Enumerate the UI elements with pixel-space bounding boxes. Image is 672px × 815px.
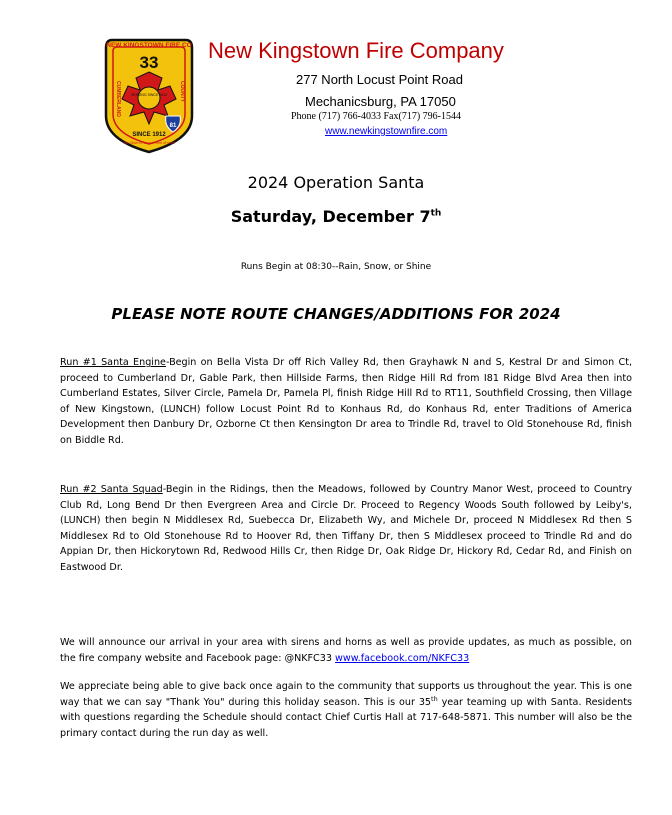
announcement-paragraph	[60, 635, 632, 666]
logo-number: 33	[139, 53, 159, 72]
run-2-label: Run #2 Santa Squad	[60, 484, 163, 495]
run-1-paragraph	[60, 355, 632, 448]
event-title: 2024 Operation Santa	[247, 173, 425, 192]
address-line-1: 277 North Locust Point Road	[296, 72, 463, 87]
route-change-notice: PLEASE NOTE ROUTE CHANGES/ADDITIONS FOR 2024	[111, 305, 561, 323]
thanks-ordinal-suffix: th	[431, 694, 438, 703]
event-date	[0, 207, 672, 226]
event-date-suffix: th	[430, 208, 442, 219]
phone-fax: Phone (717) 766-4033 Fax(717) 796-1544	[291, 111, 461, 122]
run-2-text: -Begin in the Ridings, then the Meadows, followed by Country Manor West, proceed to Country Club Rd, Long Bend Dr then Evergreen Area and Circle Dr. Proceed to Regency Woods South followed by Leiby's, (LUNCH) then begin N Middlesex Rd, Suebecca Dr, Elizabeth Wy, and Michele Dr, proceed N Middlesex Rd then S Middlesex Rd to Old Stonehouse Rd to Hoover Rd, then Tiffany Dr, then S Middlesex proceed to Trindle Rd and do Appian Dr, then Hickorytown Rd, Redwood Hills Cr, then Ridge Dr, Oak Ridge Dr, Hickory Rd, Cedar Rd, and Finish on Eastwood Dr.	[60, 484, 632, 573]
thanks-text-after: year teaming up with Santa. Residents with questions regarding the Schedule should contact Chief Curtis Hall at 717-648-5871. This number will also be the primary contact during the run day as well.	[60, 696, 632, 739]
logo-left-text: CUMBERLAND	[115, 81, 121, 117]
fire-company-logo	[102, 36, 196, 154]
logo-top-text: NEW KINGSTOWN FIRE CO	[106, 42, 192, 49]
event-date-main: Saturday, December 7	[230, 207, 431, 226]
logo-right-text: COUNTY	[179, 81, 185, 103]
runs-begin-note: Runs Begin at 08:30--Rain, Snow, or Shine	[240, 262, 432, 272]
website-link[interactable]: www.newkingstownfire.com	[325, 126, 448, 137]
logo-center-text: SERVING SINCE 1912	[130, 93, 168, 97]
facebook-link[interactable]: www.facebook.com/NKFC33	[335, 652, 470, 664]
announcement-text: We will announce our arrival in your area with sirens and horns as well as provide updates, as much as possible, on the fire company website and Facebook page: @NKFC33	[60, 637, 632, 664]
run-1-label: Run #1 Santa Engine	[60, 357, 166, 368]
logo-since-text: SINCE 1912	[132, 132, 166, 138]
thanks-paragraph	[60, 679, 632, 741]
run-1-text: -Begin on Bella Vista Dr off Rich Valley Rd, then Grayhawk N and S, Kestral Dr and Simon Ct, proceed to Cumberland Dr, Gable Park, then Hillside Farms, then Ridge Hill Rd from I81 Ridge Blvd Area then into Cumberland Estates, Silver Circle, Pamela Dr, Pamela Pl, finish Ridge Hill Rd to RT11, Southfield Crossing, then Village of New Kingstown, (LUNCH) follow Locust Point Rd to Konhaus Rd, do Konhaus Rd, enter Traditions of America Development then Danbury Dr, Ozborne Ct then Kensington Dr area to Trindle Rd, travel to Old Stonehouse Rd, finish on Biddle Rd.	[60, 357, 632, 446]
company-name: New Kingstown Fire Company	[208, 38, 504, 63]
logo-motto: We Strive to save in time of need	[123, 141, 175, 145]
thanks-text-before: We appreciate being able to give back once again to the community that supports us throughout the year. This is one way that we can say "Thank You" during this holiday season. This is our 35	[60, 681, 632, 708]
run-2-paragraph	[60, 482, 632, 575]
logo-shield-number: 81	[169, 123, 177, 129]
address-line-2: Mechanicsburg, PA 17050	[305, 94, 456, 109]
